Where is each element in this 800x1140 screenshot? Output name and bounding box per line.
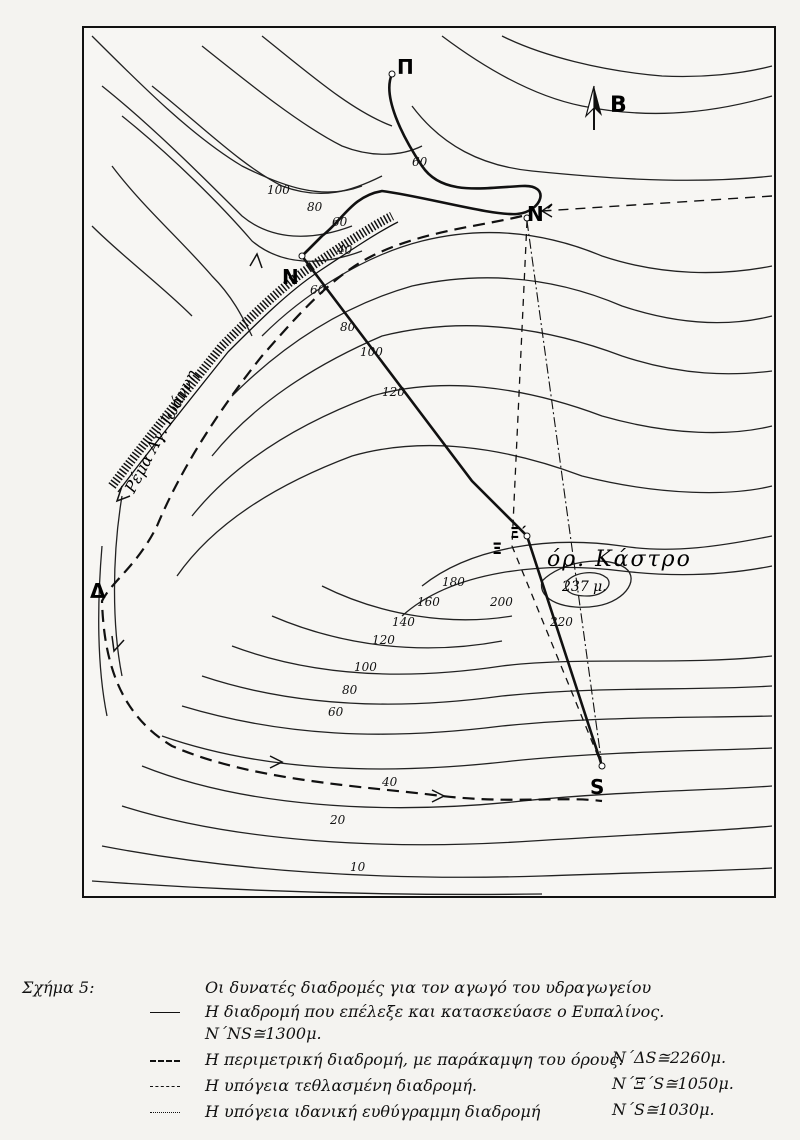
contour-line: [262, 36, 392, 126]
contour-line: [99, 546, 107, 716]
contour-label: 100: [267, 183, 290, 197]
perimeter-route: [102, 216, 605, 801]
contour-line: [202, 46, 422, 154]
contour-line: [232, 646, 772, 674]
label-s: S: [590, 775, 605, 799]
contour-label: 120: [382, 385, 405, 399]
contour-line: [92, 881, 542, 894]
contour-label: 10: [350, 860, 366, 874]
contour-label: 80: [342, 683, 358, 697]
peak-name: όρ. Κάστρο: [547, 547, 692, 572]
contour-label: 180: [442, 575, 465, 589]
contour-label: 40: [382, 775, 398, 789]
contour-line: [182, 706, 772, 734]
contour-label: 200: [490, 595, 513, 609]
source-inflow: [542, 196, 772, 211]
figure-number: Σχήμα 5:: [22, 978, 95, 997]
contour-line: [122, 806, 772, 845]
contour-line: [92, 36, 362, 192]
contour-label: 100: [354, 660, 377, 674]
contour-label: 60: [310, 283, 326, 297]
chosen-route-segment: [302, 236, 322, 256]
legend-solid-line: [150, 1012, 180, 1013]
broken-underground-route: [512, 221, 602, 766]
point-n-marker: [299, 253, 305, 259]
label-p: Π: [397, 55, 414, 79]
stream-label: Ρέμα Αγ. Ιωάννη: [120, 366, 202, 496]
legend-item-2-distance: Ν΄ΔS≅2260μ.: [612, 1048, 727, 1067]
point-s-marker: [599, 763, 605, 769]
legend-item-4-distance: Ν΄S≅1030μ.: [612, 1100, 715, 1119]
contour-label: 220: [550, 615, 573, 629]
contour-label: 80: [340, 320, 356, 334]
figure-caption: [0, 968, 800, 1140]
legend-item-2-text: Η περιμετρική διαδρομή, με παράκαμψη του όρους.: [205, 1050, 624, 1069]
legend-item-1-text: Η διαδρομή που επέλεξε και κατασκεύασε ο Ευπαλίνος.: [205, 1002, 665, 1021]
legend-item-1-distance: Ν΄ΝS≅1300μ.: [205, 1024, 322, 1043]
contour-line: [162, 736, 772, 769]
contour-line: [102, 846, 772, 877]
contour-lines: [92, 36, 772, 894]
legend-item-3-text: Η υπόγεια τεθλασμένη διαδρομή.: [205, 1076, 477, 1095]
contour-label: 120: [372, 633, 395, 647]
contour-label: 40: [337, 243, 353, 257]
contour-label: 20: [330, 813, 346, 827]
legend-dashed-line: [150, 1060, 180, 1062]
figure-title: Οι δυνατές διαδρομές για τον αγωγό του υδραγωγείου: [205, 978, 652, 997]
contour-line: [412, 106, 772, 180]
contour-line: [112, 166, 252, 336]
legend-item-3-distance: Ν΄Ξ΄S≅1050μ.: [612, 1074, 734, 1093]
legend-dash-dot-line: [150, 1112, 180, 1113]
arrow-icon: [250, 254, 262, 268]
contour-label: 100: [360, 345, 383, 359]
legend-fine-dashed-line: [150, 1086, 180, 1087]
label-xi-prime: Ξ΄: [510, 524, 527, 542]
contour-label: 80: [307, 200, 323, 214]
contour-line: [202, 676, 772, 704]
contour-line: [502, 36, 772, 77]
contour-line: [192, 386, 772, 516]
north-label: Β: [610, 93, 627, 118]
north-arrow: [586, 86, 602, 130]
contour-label: 60: [332, 215, 348, 229]
contour-line: [92, 226, 192, 316]
ideal-straight-route: [527, 221, 602, 766]
contour-line: [212, 326, 772, 456]
label-xi: Ξ: [492, 539, 503, 558]
contour-map: [82, 26, 776, 898]
point-p-marker: [389, 71, 395, 77]
label-n: Ν: [282, 265, 299, 289]
contour-label: 60: [328, 705, 344, 719]
label-delta: Δ: [90, 579, 106, 603]
contour-label: 60: [412, 155, 428, 169]
contour-line: [142, 766, 772, 808]
peak-height: 237 μ.: [562, 579, 607, 595]
contour-label: 140: [392, 615, 415, 629]
contour-label: 160: [417, 595, 440, 609]
label-n-prime: Ν΄: [527, 202, 553, 226]
legend-item-4-text: Η υπόγεια ιδανική ευθύγραμμη διαδρομή: [205, 1102, 541, 1121]
